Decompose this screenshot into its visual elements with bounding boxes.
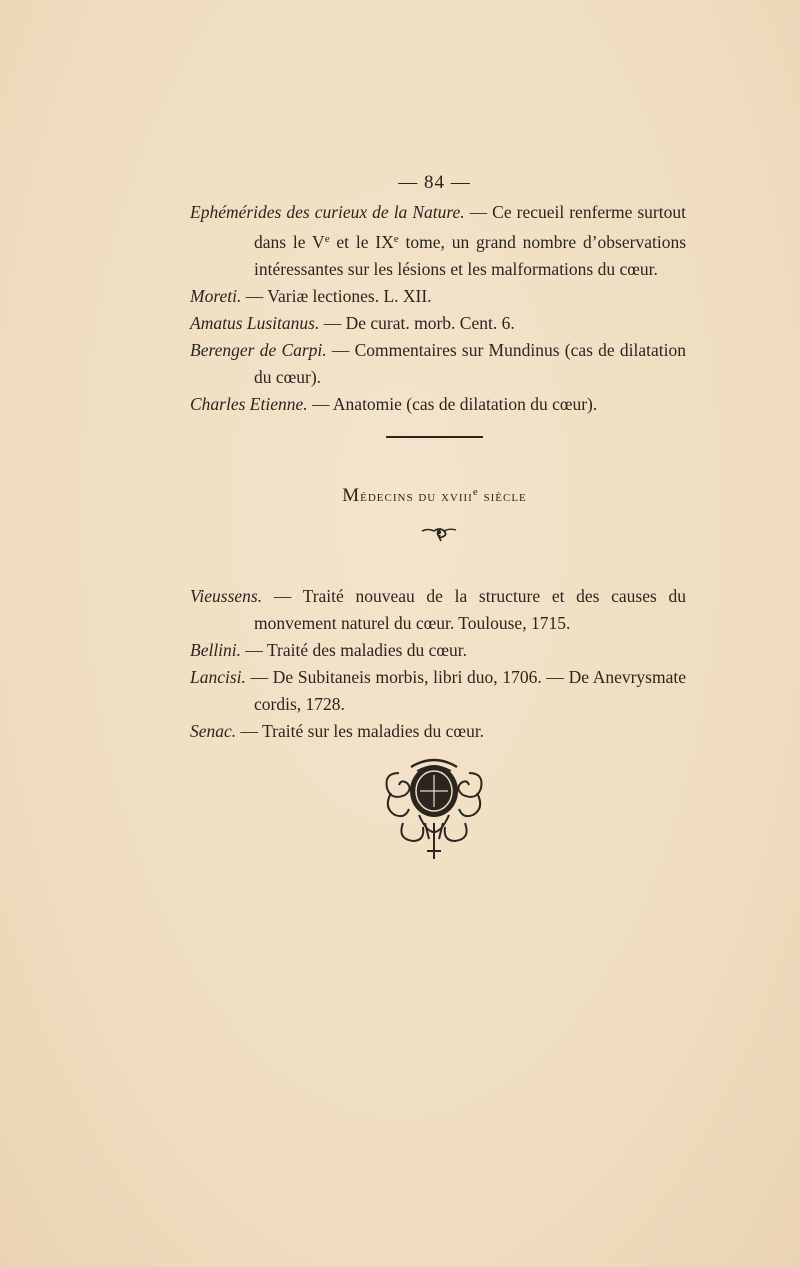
list-item	[190, 583, 686, 637]
entry-text: — Variæ lectiones. L. XII.	[241, 286, 432, 306]
entry-author: Lancisi.	[190, 667, 246, 687]
superscript: e	[393, 233, 399, 245]
entry-text: tome, un grand nombre d’observations intéressantes sur les lésions et les malformations du cœur.	[254, 232, 686, 279]
entry-text: — Commentaires sur Mundinus (cas de dilatation du cœur).	[254, 340, 687, 387]
superscript: e	[472, 486, 479, 498]
list-item	[190, 718, 686, 745]
list-item	[190, 199, 686, 283]
tailpiece-ornament-icon	[379, 753, 489, 863]
entry-text: — Traité nouveau de la structure et des causes du monvement naturel du cœur. Toulouse, 1715.	[254, 586, 686, 633]
section-divider	[386, 436, 483, 438]
superscript: e	[324, 233, 330, 245]
folio-text: — 84 —	[398, 172, 471, 193]
entry-author: Amatus Lusitanus.	[190, 313, 320, 333]
list-item	[190, 391, 686, 418]
section-heading	[0, 485, 800, 507]
entry-text: — Anatomie (cas de dilatation du cœur).	[307, 394, 598, 414]
entry-text: — Ce recueil renferme surtout dans le V	[254, 202, 686, 252]
heading-initial: M	[342, 485, 361, 506]
list-item	[190, 283, 686, 310]
entry-text: — Traité des maladies du cœur.	[241, 640, 468, 660]
list-item	[190, 337, 686, 391]
list-item	[190, 310, 686, 337]
bibliography-list-18th	[190, 583, 686, 745]
fleuron-icon	[420, 525, 460, 543]
heading-text: édecins du xviii	[360, 489, 473, 505]
list-item	[190, 664, 686, 718]
heading-text: siècle	[478, 489, 527, 505]
entry-author: Senac.	[190, 721, 237, 741]
entry-author: Berenger de Carpi.	[190, 340, 327, 360]
entry-author: Moreti.	[190, 286, 242, 306]
entry-text: et le IX	[329, 232, 394, 252]
entry-text: — De curat. morb. Cent. 6.	[319, 313, 515, 333]
page-number	[0, 172, 800, 194]
bibliography-list-17th	[190, 199, 686, 418]
entry-author: Vieussens.	[190, 586, 263, 606]
entry-text: — Traité sur les maladies du cœur.	[236, 721, 485, 741]
entry-author: Bellini.	[190, 640, 242, 660]
entry-author: Charles Etienne.	[190, 394, 308, 414]
list-item	[190, 637, 686, 664]
entry-author: Ephémérides des curieux de la Nature.	[190, 202, 465, 222]
entry-text: — De Subitaneis morbis, libri duo, 1706. — De Anevrysmate cordis, 1728.	[245, 667, 686, 714]
